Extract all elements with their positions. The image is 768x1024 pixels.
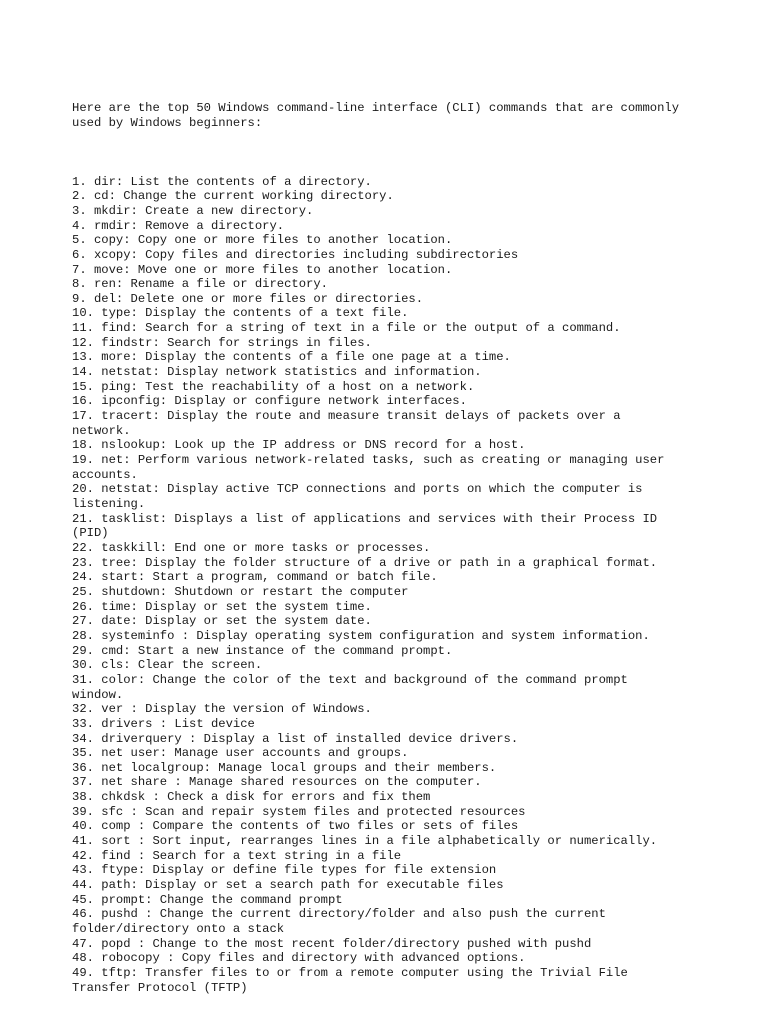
list-item: 48. robocopy : Copy files and directory with advanced options.	[72, 951, 526, 966]
list-item: 3. mkdir: Create a new directory.	[72, 203, 314, 218]
list-item: 14. netstat: Display network statistics and information.	[72, 365, 482, 380]
list-item: 32. ver : Display the version of Windows.	[72, 702, 372, 717]
list-item: 38. chkdsk : Check a disk for errors and fix them	[72, 790, 431, 805]
document-page	[72, 72, 712, 1010]
list-item: 34. driverquery : Display a list of installed device drivers.	[72, 731, 519, 746]
intro-paragraph: Here are the top 50 Windows command-line interface (CLI) commands that are commonly used by Windows beginners:	[72, 101, 680, 130]
list-item: 45. prompt: Change the command prompt	[72, 892, 343, 907]
list-item: 29. cmd: Start a new instance of the command prompt.	[72, 643, 453, 658]
list-item: 8. ren: Rename a file or directory.	[72, 277, 328, 292]
list-item: 30. cls: Clear the screen.	[72, 658, 263, 673]
list-item: 15. ping: Test the reachability of a host on a network.	[72, 379, 475, 394]
list-item: 7. move: Move one or more files to another location.	[72, 262, 453, 277]
list-item: 1. dir: List the contents of a directory.	[72, 174, 372, 189]
list-item: 41. sort : Sort input, rearranges lines in a file alphabetically or numerically.	[72, 834, 658, 849]
list-item: 9. del: Delete one or more files or directories.	[72, 291, 424, 306]
list-item: 4. rmdir: Remove a directory.	[72, 218, 285, 233]
list-item: 40. comp : Compare the contents of two files or sets of files	[72, 819, 519, 834]
list-item: 5. copy: Copy one or more files to another location.	[72, 233, 453, 248]
list-item: 33. drivers : List device	[72, 716, 255, 731]
list-item: 19. net: Perform various network-related tasks, such as creating or managing user accounts.	[72, 453, 665, 482]
list-item: 21. tasklist: Displays a list of applications and services with their Process ID (PID)	[72, 511, 658, 541]
list-item: 49. tftp: Transfer files to or from a remote computer using the Trivial File Transfer Protocol (TFTP)	[72, 966, 628, 995]
list-item: 37. net share : Manage shared resources on the computer.	[72, 775, 482, 790]
command-list	[72, 175, 712, 996]
list-item: 13. more: Display the contents of a file one page at a time.	[72, 350, 511, 365]
list-item: 43. ftype: Display or define file types for file extension	[72, 863, 497, 878]
list-item: 22. taskkill: End one or more tasks or processes.	[72, 540, 431, 555]
list-item: 12. findstr: Search for strings in files.	[72, 335, 372, 350]
list-item: 20. netstat: Display active TCP connections and ports on which the computer is listening.	[72, 482, 643, 512]
list-item: 46. pushd : Change the current directory/folder and also push the current folder/directory onto a stack	[72, 907, 606, 937]
list-item: 16. ipconfig: Display or configure network interfaces.	[72, 394, 467, 409]
list-item: 23. tree: Display the folder structure of a drive or path in a graphical format.	[72, 555, 658, 570]
list-item: 42. find : Search for a text string in a file	[72, 848, 402, 863]
list-item: 27. date: Display or set the system date.	[72, 614, 372, 629]
list-item: 36. net localgroup: Manage local groups and their members.	[72, 760, 497, 775]
list-item: 35. net user: Manage user accounts and groups.	[72, 746, 409, 761]
list-item: 24. start: Start a program, command or batch file.	[72, 570, 438, 585]
list-item: 18. nslookup: Look up the IP address or DNS record for a host.	[72, 438, 526, 453]
list-item: 28. systeminfo : Display operating system configuration and system information.	[72, 628, 650, 643]
list-item: 17. tracert: Display the route and measure transit delays of packets over a network.	[72, 409, 621, 438]
list-item: 10. type: Display the contents of a text file.	[72, 306, 409, 321]
list-item: 31. color: Change the color of the text and background of the command prompt window.	[72, 672, 628, 702]
list-item: 2. cd: Change the current working directory.	[72, 189, 394, 204]
list-item: 25. shutdown: Shutdown or restart the computer	[72, 584, 409, 599]
list-item: 26. time: Display or set the system time.	[72, 599, 372, 614]
list-item: 6. xcopy: Copy files and directories including subdirectories	[72, 247, 519, 262]
list-item: 11. find: Search for a string of text in a file or the output of a command.	[72, 321, 621, 336]
list-item: 39. sfc : Scan and repair system files and protected resources	[72, 804, 526, 819]
list-item: 47. popd : Change to the most recent folder/directory pushed with pushd	[72, 936, 592, 951]
list-item: 44. path: Display or set a search path for executable files	[72, 878, 504, 893]
